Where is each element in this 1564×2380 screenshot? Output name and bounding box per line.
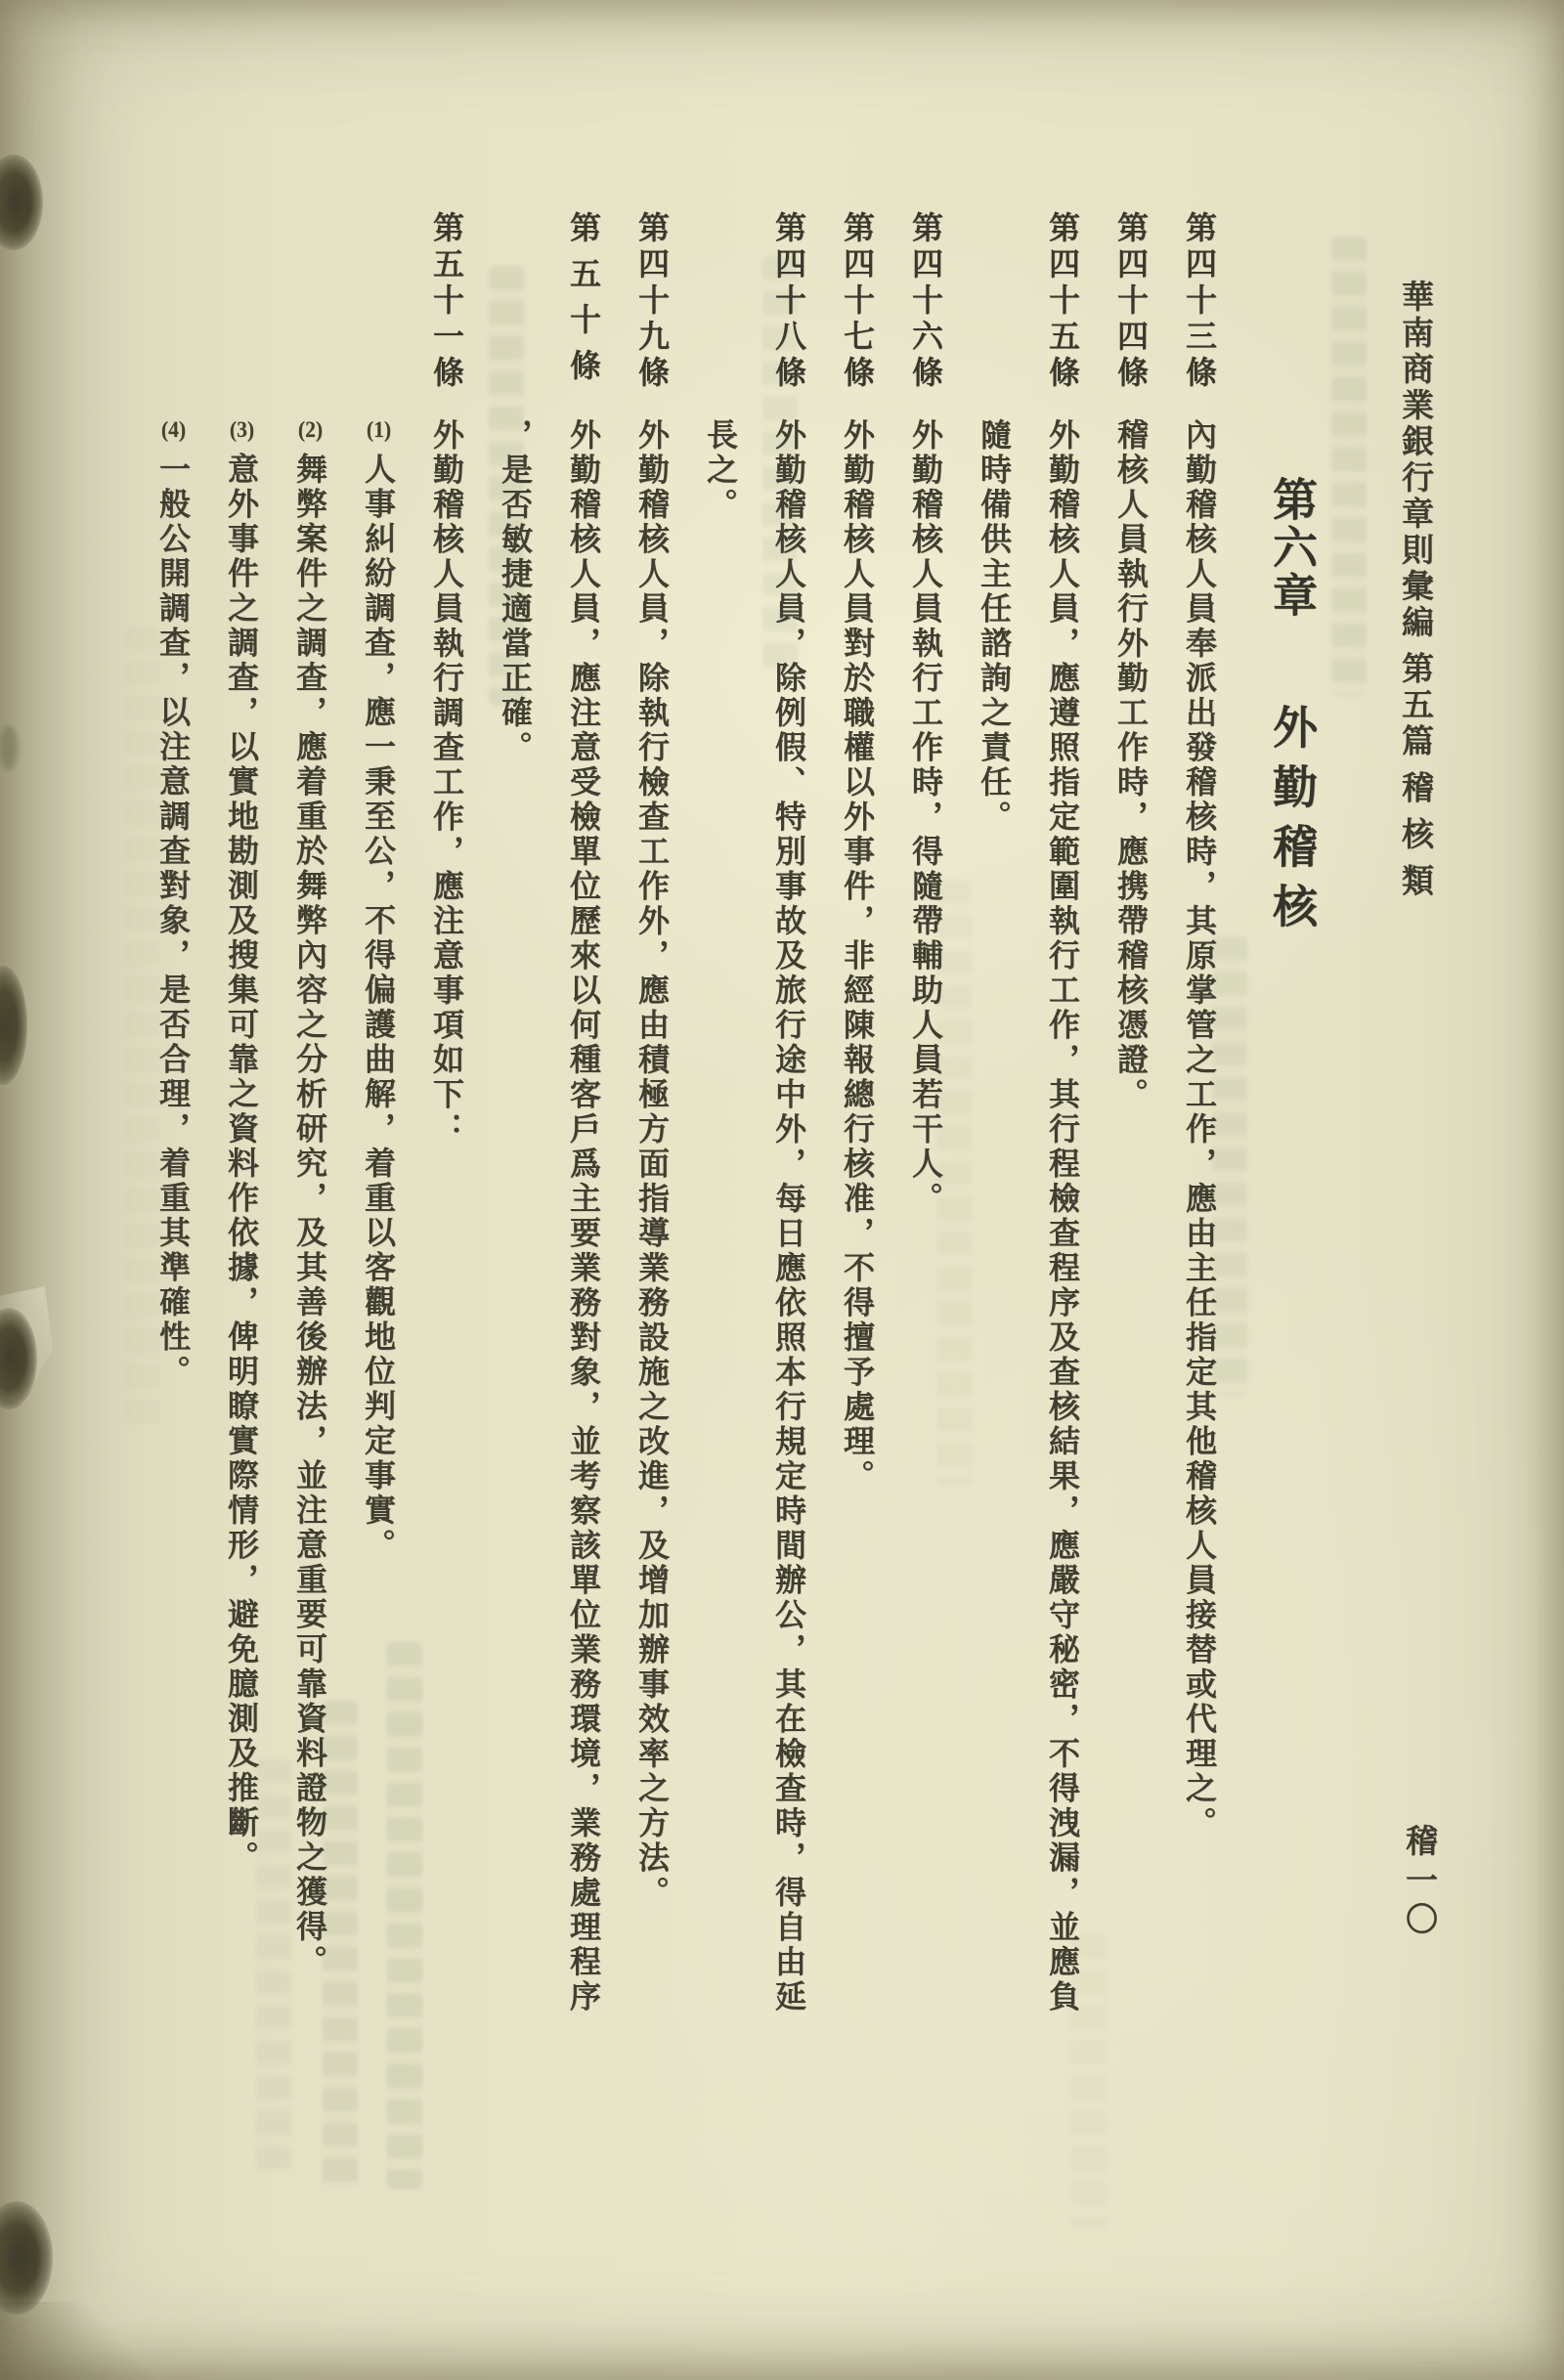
page-number: 稽一〇 <box>1401 1824 1436 1941</box>
item-number: (2) <box>297 418 324 441</box>
article-item: (1)人事糾紛調查，應一秉至公，不得偏護曲解，着重以客觀地位判定事實。 <box>361 418 396 1563</box>
edge-smudge <box>0 725 18 770</box>
article-number: 第四十五條 <box>1045 211 1080 392</box>
article-body: 外勤稽核人員，除例假、特別事故及旅行途中外，每日應依照本行規定時間辦公，其在檢查時，得自由延長之。 <box>703 418 806 2014</box>
article <box>481 211 618 2019</box>
articles <box>139 211 1234 2019</box>
article-item: (4)一般公開調查，以注意調查對象，是否合理，着重其準確性。 <box>155 418 191 1390</box>
article-number: 第五十條 <box>566 211 601 395</box>
bleed-through-text <box>1331 237 1367 696</box>
article-body: 外勤稽核人員，除執行檢查工作外，應由積極方面指導業務設施之改進，及增加辦事效率之方法。 <box>634 418 670 1911</box>
article-number: 第四十四條 <box>1113 211 1149 392</box>
corner-shadow <box>0 2302 156 2380</box>
article-body: 外勤稽核人員執行工作時，得隨帶輔助人員若干人。 <box>908 418 943 1217</box>
torn-paper-flap <box>0 1286 53 1406</box>
article-number: 第四十八條 <box>771 211 806 392</box>
article <box>1097 211 1165 2019</box>
article <box>1165 211 1234 2019</box>
binding-hole <box>0 154 43 250</box>
article-item: (3)意外事件之調查，以實地勘測及搜集可靠之資料作依據，俾明瞭實際情形，避免臆測及推斷。 <box>224 418 259 1876</box>
article-number: 第五十一條 <box>429 211 464 392</box>
article-body: 外勤稽核人員對於職權以外事件，非經陳報總行核准，不得擅予處理。 <box>840 418 875 1494</box>
article-body: 外勤稽核人員執行調查工作，應注意事項如下： <box>429 418 464 1147</box>
article <box>139 211 481 2019</box>
article <box>618 211 686 2019</box>
article-body: 稽核人員執行外勤工作時，應携帶稽核憑證。 <box>1113 418 1149 1112</box>
chapter-number: 第六章 <box>1267 476 1317 620</box>
chapter-title: 外勤稽核 <box>1267 704 1317 942</box>
item-number: (4) <box>160 418 187 441</box>
binding-hole <box>0 966 27 1085</box>
article-number: 第四十三條 <box>1182 211 1217 392</box>
article <box>891 211 960 2019</box>
article-number: 第四十九條 <box>634 211 670 392</box>
article <box>823 211 891 2019</box>
article-body: 內勤稽核人員奉派出發稽核時，其原掌管之工作，應由主任指定其他稽核人員接替或代理之。 <box>1182 418 1217 1841</box>
article-number: 第四十七條 <box>840 211 875 392</box>
item-number: (1) <box>366 418 392 441</box>
chapter-heading <box>1259 476 1324 942</box>
article <box>960 211 1097 2019</box>
article <box>686 211 823 2019</box>
article-body: 外勤稽核人員，應遵照指定範圍執行工作，其行程檢查程序及查核結果，應嚴守秘密，不得洩漏，並應負隨時備供主任諮詢之責任。 <box>977 418 1080 2014</box>
article-body: 外勤稽核人員，應注意受檢單位歷來以何種客戶爲主要業務對象，並考察該單位業務環境，業務處理程序，是否敏捷適當正確。 <box>498 418 601 2014</box>
binding-hole <box>0 1308 37 1409</box>
article-item: (2)舞弊案件之調查，應着重於舞弊內容之分析研究，及其善後辦法，並注意重要可靠資料證物之獲得。 <box>292 418 327 1979</box>
running-head: 華南商業銀行章則彙編 第五篇 稽 核 類 <box>1397 280 1432 900</box>
item-number: (3) <box>229 418 255 441</box>
article-number: 第四十六條 <box>908 211 943 392</box>
binding-hole <box>0 2201 53 2315</box>
